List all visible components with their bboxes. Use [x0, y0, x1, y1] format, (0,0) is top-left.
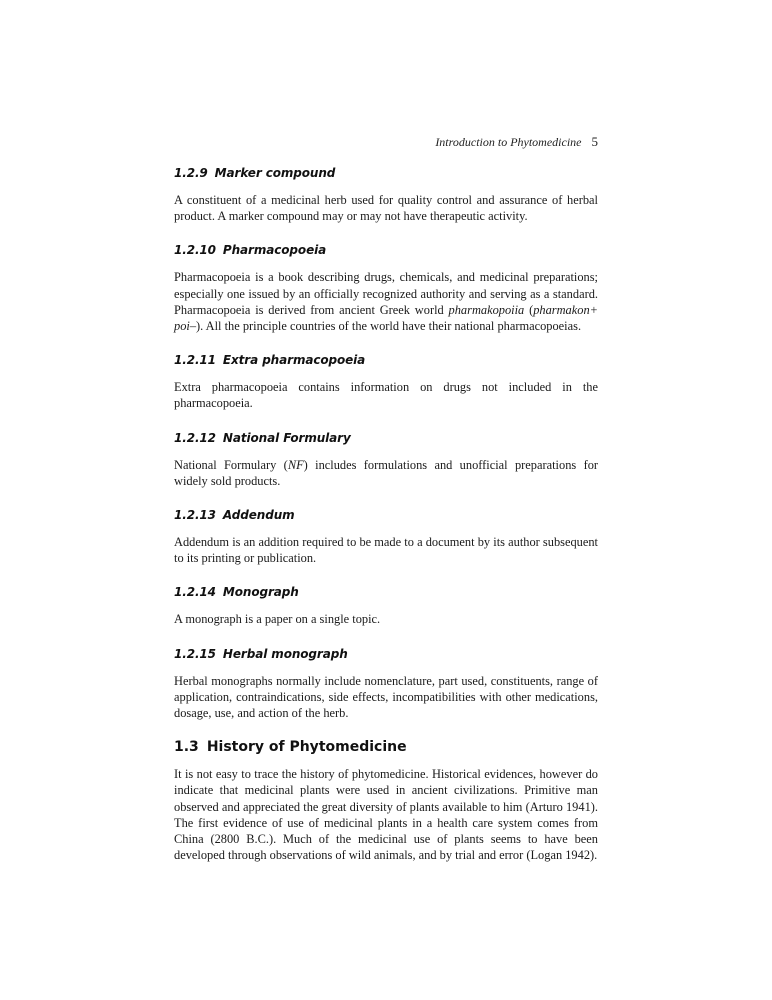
subsection-heading: [174, 644, 598, 664]
subsection-title: Extra pharmacopoeia: [222, 353, 366, 368]
running-head-title: Introduction to Phytomedicine: [435, 135, 582, 149]
subsection-paragraph: [174, 269, 598, 334]
subsection-title: Marker compound: [214, 166, 336, 180]
subsection-paragraph: A monograph is a paper on a single topic.: [174, 612, 381, 627]
subsection-number: 1.2.14: [174, 585, 216, 600]
section-paragraph: It is not easy to trace the history of phytomedicine. Historical evidences, however do indicate that medicinal plants were used in ancient civilizations. Primitive man observed and appreciated the great diversity of plants available to him (Arturo 1941). The first evidence of use of medicinal plants in a health care system comes from China (2800 B.C.). Much of the medicinal use of plants seems to have been developed through observations of wild animals, and by trial and error (Logan 1942).: [174, 767, 598, 863]
text-run: (: [524, 302, 534, 317]
page-content: [174, 163, 598, 879]
text-run-italic: NF: [287, 457, 304, 472]
subsection-number: 1.2.12: [174, 430, 216, 445]
subsection-heading: [174, 350, 598, 370]
subsection-paragraph: Addendum is an addition required to be made to a document by its author subsequent to its printing or publication.: [174, 535, 598, 566]
text-run-italic: pharmakopoiia: [448, 302, 525, 317]
text-run: Pharmacopoeia is a book describing drugs, chemicals, and medicinal preparations; especially one issued by an officially recognized authority and serving as a standard. Pharmacopoeia is derived from ancient Greek world: [174, 270, 598, 317]
subsection-number: 1.2.9: [174, 166, 208, 180]
subsection-number: 1.2.15: [174, 646, 216, 661]
subsection-heading: [174, 163, 598, 183]
subsection-title: Herbal monograph: [222, 646, 348, 661]
subsection-paragraph: Extra pharmacopoeia contains information on drugs not included in the pharmacopoeia.: [174, 380, 598, 411]
subsection-heading: [174, 240, 598, 260]
subsection-title: Addendum: [222, 508, 295, 523]
subsection-number: 1.2.11: [174, 353, 216, 368]
text-run: National Formulary (: [174, 457, 288, 472]
page-number: 5: [591, 134, 598, 149]
subsection-paragraph: [174, 457, 598, 489]
subsection-number: 1.2.13: [174, 508, 216, 523]
section-title: History of Phytomedicine: [206, 739, 407, 756]
subsection-heading: [174, 582, 598, 602]
subsection-title: Monograph: [222, 585, 299, 600]
section-heading: [174, 737, 598, 757]
running-head: [174, 133, 598, 151]
subsection-paragraph: A constituent of a medicinal herb used for quality control and assurance of herbal product. A marker compound may or may not have therapeutic activity.: [174, 193, 598, 224]
subsection-title: National Formulary: [222, 430, 351, 445]
section-number: 1.3: [174, 739, 199, 756]
text-run: ). All the principle countries of the world have their national pharmacopoeias.: [196, 319, 582, 334]
subsection-number: 1.2.10: [174, 243, 216, 258]
subsection-paragraph: Herbal monographs normally include nomenclature, part used, constituents, range of application, contraindications, side effects, incompatibilities with other medications, dosage, use, and action of the herb.: [174, 673, 598, 721]
subsection-title: Pharmacopoeia: [222, 243, 327, 258]
text-run-italic: pharmakon+ poi–: [174, 302, 599, 334]
subsection-heading: [174, 428, 598, 448]
subsection-heading: [174, 505, 598, 525]
text-run: ) includes formulations and unofficial preparations for widely sold products.: [174, 457, 599, 488]
